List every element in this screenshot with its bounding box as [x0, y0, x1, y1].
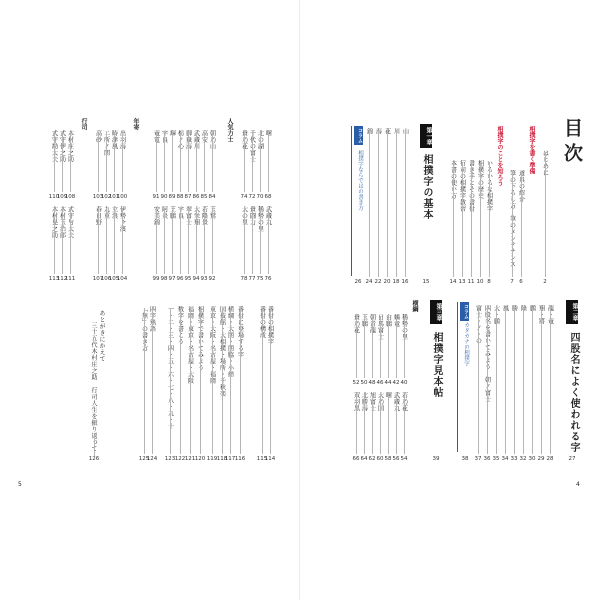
- leader-line: [106, 132, 107, 192]
- page-number: 90: [160, 194, 168, 200]
- leader-line: [244, 208, 245, 274]
- leader-line: [453, 162, 454, 277]
- leader-line: [106, 208, 107, 274]
- section-heading: 人気力士: [226, 118, 233, 142]
- toc-entry: 朝乃山: [208, 130, 216, 150]
- column-rule: [457, 302, 458, 452]
- toc-entry: 武蔵川: [192, 130, 200, 150]
- toc-entry: 番付の相撲字: [266, 306, 274, 345]
- toc-entry: 大・鵬: [492, 305, 500, 325]
- leader-line: [200, 308, 201, 454]
- section-heading-know: 相撲字のことを知ろう: [496, 126, 503, 186]
- leader-line: [190, 308, 191, 454]
- section-heading-prep: 相撲字を書く準備: [528, 126, 535, 174]
- toc-entry: 富士・ノ・の: [474, 305, 482, 344]
- page-number: 95: [184, 276, 192, 282]
- toc-entry: 筆の下ろし方 筆のメンテナンス: [508, 170, 516, 268]
- leader-line: [471, 162, 472, 277]
- leader-line: [404, 316, 405, 378]
- toc-entry: 鳳: [501, 305, 509, 312]
- leader-line: [262, 308, 263, 454]
- toc-entry: 宇良: [160, 130, 168, 143]
- leader-line: [122, 208, 123, 274]
- leader-line: [512, 172, 513, 277]
- toc-entry: 竜電: [152, 130, 160, 143]
- leader-line: [396, 130, 397, 277]
- toc-entry: 相撲字の歴史: [476, 160, 484, 199]
- leader-line: [480, 162, 481, 277]
- leader-line: [478, 307, 479, 454]
- page-number: 37: [474, 456, 482, 462]
- leader-line: [396, 394, 397, 454]
- toc-entry: 「無」の書き方: [140, 306, 148, 352]
- toc-entry: 勝: [510, 305, 518, 312]
- leader-line: [378, 130, 379, 277]
- toc-entry: 横綱・大関・関脇・小結: [226, 306, 234, 378]
- toc-entry: 高砂: [94, 130, 102, 143]
- toc-entry: 双羽黒: [352, 392, 360, 412]
- page-number: 78: [240, 276, 248, 282]
- leader-line: [260, 208, 261, 274]
- toc-entry: 鵬: [528, 305, 536, 312]
- page-number: 123: [164, 456, 176, 462]
- toc-entry: 錦: [365, 128, 373, 135]
- page-number: 36: [483, 456, 491, 462]
- leader-line: [156, 208, 157, 274]
- leader-line: [244, 132, 245, 192]
- leader-line: [98, 132, 99, 192]
- toc-entry: いろいろな相撲字: [485, 160, 493, 212]
- leader-line: [388, 316, 389, 378]
- leader-line: [405, 130, 406, 277]
- page-number: 88: [176, 194, 184, 200]
- afterword-label: あとがきにかえて: [98, 310, 105, 362]
- toc-entry: 書き手とその書付: [467, 160, 475, 212]
- toc-entry: 輝: [168, 130, 176, 137]
- page-number: 111: [64, 276, 76, 282]
- page-number: 22: [374, 279, 382, 285]
- toc-entry: 若隆景: [200, 206, 208, 226]
- leader-line: [114, 208, 115, 274]
- toc-entry: 木村晃之助: [50, 206, 58, 239]
- toc-entry: 一・二・三・四・五・六・七・八・九・十: [166, 306, 174, 430]
- page-number: 42: [392, 380, 400, 386]
- page-number: 98: [160, 276, 168, 282]
- page-number: 120: [194, 456, 206, 462]
- page-number: 16: [401, 279, 409, 285]
- leader-line: [268, 208, 269, 274]
- page-number: 35: [492, 456, 500, 462]
- page-number: 102: [100, 194, 112, 200]
- toc-entry: 鶴竜: [392, 314, 400, 327]
- toc-entry: 貴乃花: [240, 130, 248, 150]
- toc-entry: 道具の紹介: [517, 170, 525, 203]
- toc-entry: 白鵬: [384, 314, 392, 327]
- toc-entry: 龍・竜: [546, 305, 554, 325]
- leader-line: [252, 132, 253, 192]
- toc-entry: 花: [383, 128, 391, 135]
- leader-line: [532, 307, 533, 454]
- leader-line: [268, 132, 269, 192]
- page-number: 18: [392, 279, 400, 285]
- page-number: 117: [224, 456, 236, 462]
- leader-line: [356, 316, 357, 378]
- leader-line: [252, 208, 253, 274]
- column-text: 相撲字ならではの書き方: [357, 150, 363, 211]
- page-number: 8: [487, 279, 491, 285]
- page-number: 62: [368, 456, 376, 462]
- leader-line: [364, 394, 365, 454]
- leader-line: [372, 316, 373, 378]
- page-number: 89: [168, 194, 176, 200]
- page-number: 44: [384, 380, 392, 386]
- toc-entry: 春日野: [94, 206, 102, 226]
- toc-entry: 式守与太夫: [66, 206, 74, 239]
- toc-entry: 高安: [200, 130, 208, 143]
- page-number: 33: [510, 456, 518, 462]
- toc-entry: 御嶽海: [184, 130, 192, 150]
- toc-entry: 東京・大阪・名古屋・福岡: [208, 306, 216, 384]
- toc-entry: 武蔵丸: [264, 206, 272, 226]
- page-number: 29: [537, 456, 545, 462]
- toc-entry: 貴闘力: [248, 206, 256, 226]
- leader-line: [505, 307, 506, 454]
- page-number: 107: [92, 276, 104, 282]
- toc-entry: 朝青龍: [368, 314, 376, 334]
- leader-line: [204, 132, 205, 192]
- leader-line: [54, 208, 55, 274]
- toc-entry: 曙: [264, 130, 272, 137]
- section-heading: 年寄: [132, 118, 139, 130]
- toc-entry: 九重: [102, 206, 110, 219]
- page-number: 58: [384, 456, 392, 462]
- page-number: 50: [360, 380, 368, 386]
- page-number: 96: [176, 276, 184, 282]
- leader-line: [541, 307, 542, 454]
- page-number: 114: [264, 456, 276, 462]
- page-number: 116: [234, 456, 246, 462]
- page-number: 74: [240, 194, 248, 200]
- leader-line: [550, 307, 551, 454]
- leader-line: [180, 132, 181, 192]
- leader-line: [196, 132, 197, 192]
- page-number: 30: [528, 456, 536, 462]
- page-number: 48: [368, 380, 376, 386]
- page-number: 104: [116, 276, 128, 282]
- page-number: 27: [568, 456, 576, 462]
- toc-entry: 若乃花: [400, 392, 408, 412]
- page-number: 105: [108, 276, 120, 282]
- page-number: 60: [376, 456, 384, 462]
- leader-line: [94, 436, 95, 456]
- leader-line: [188, 208, 189, 274]
- toc-entry: 北の湖: [256, 130, 264, 150]
- toc-entry: 番付に登場する字: [236, 306, 244, 358]
- toc-entry: 式守伊之助: [58, 130, 66, 163]
- leader-line: [222, 308, 223, 454]
- page-number: 99: [152, 276, 160, 282]
- page-number: 115: [256, 456, 268, 462]
- toc-entry: 番付の構成: [258, 306, 266, 339]
- page-number: 14: [449, 279, 457, 285]
- leader-line: [521, 172, 522, 277]
- toc-entry: 稀勢の里: [256, 206, 264, 232]
- leader-line: [356, 394, 357, 454]
- leader-line: [196, 208, 197, 274]
- chapter-2-title: 四股名によく使われる字: [568, 332, 579, 453]
- toc-entry: 国技館・大相撲・場所・千秋楽: [218, 306, 226, 397]
- page-number: 24: [365, 279, 373, 285]
- page-number: 101: [108, 194, 120, 200]
- toc-entry: 福岡・東京・名古屋・大阪: [186, 306, 194, 384]
- column-tag: コラム: [354, 126, 363, 145]
- leader-line: [496, 307, 497, 454]
- page-number: 109: [56, 194, 68, 200]
- toc-entry: 四股名を書いてみよう 朝ノ富士: [483, 305, 491, 403]
- page-number: 13: [458, 279, 466, 285]
- toc-entry: 隆: [519, 305, 527, 312]
- page-number: 6: [519, 279, 523, 285]
- toc-entry: 行司の相撲字教習: [458, 160, 466, 212]
- toc-entry: 式守勘太夫: [50, 130, 58, 163]
- page-number: 39: [432, 456, 440, 462]
- leader-line: [404, 394, 405, 454]
- leader-line: [489, 162, 490, 277]
- page-number: 106: [100, 276, 112, 282]
- page-number: 40: [400, 380, 408, 386]
- toc-entry: 翔・將: [537, 305, 545, 325]
- page-number: 20: [383, 279, 391, 285]
- leader-line: [545, 152, 546, 277]
- toc-entry: 立浪: [110, 206, 118, 219]
- toc-entry: 貴乃花: [352, 314, 360, 334]
- toc-entry: 曙: [384, 392, 392, 399]
- folio-right: 4: [576, 481, 580, 488]
- section-heading-yokozuna: 横綱: [411, 300, 418, 312]
- toc-entry: 旭富士: [368, 392, 376, 412]
- toc-entry: 千代の富士: [248, 130, 256, 163]
- chapter-1-badge: 第一章: [420, 124, 432, 148]
- page-number: 54: [400, 456, 408, 462]
- leader-line: [122, 132, 123, 192]
- toc-entry-hajimeni: はじめに: [541, 150, 549, 176]
- toc-entry: 阿炎: [160, 206, 168, 219]
- leader-line: [212, 132, 213, 192]
- chapter-3-badge: 第三章: [430, 300, 442, 324]
- leader-line: [388, 394, 389, 454]
- leader-line: [70, 208, 71, 274]
- page-number: 122: [174, 456, 186, 462]
- leader-line: [98, 208, 99, 274]
- page-number: 113: [48, 276, 60, 282]
- toc-entry: 出羽海: [118, 130, 126, 150]
- page-number: 34: [501, 456, 509, 462]
- toc-entry: 海: [374, 128, 382, 135]
- page-number: 112: [56, 276, 68, 282]
- toc-entry: 日馬富士: [376, 314, 384, 340]
- page-number: 100: [116, 194, 128, 200]
- page-number: 125: [138, 456, 150, 462]
- page-number: 52: [352, 380, 360, 386]
- chapter-3-title: 相撲字見本帖: [431, 332, 442, 398]
- page-number: 119: [206, 456, 218, 462]
- column-tag: コラム: [460, 302, 469, 321]
- leader-line: [152, 308, 153, 454]
- page-number: 38: [461, 456, 469, 462]
- column-rule: [351, 126, 352, 276]
- page-number: 26: [354, 279, 362, 285]
- page-number: 85: [200, 194, 208, 200]
- leader-line: [523, 307, 524, 454]
- page-number: 68: [264, 194, 272, 200]
- page-number: 32: [519, 456, 527, 462]
- toc-entry: 木村庄之助: [66, 130, 74, 163]
- leader-line: [387, 130, 388, 277]
- afterword-subtitle: 三十五代木村庄之助 行司人生を振り返って: [90, 322, 97, 452]
- toc-entry: 川: [392, 128, 400, 135]
- page-number: 72: [248, 194, 256, 200]
- leader-line: [114, 132, 115, 192]
- page-number: 2: [543, 279, 547, 285]
- leader-line: [62, 132, 63, 192]
- leader-line: [240, 308, 241, 454]
- toc-entry: 大栄翔: [192, 206, 200, 226]
- leader-line: [164, 132, 165, 192]
- toc-title: 目次: [561, 118, 583, 168]
- leader-line: [172, 208, 173, 274]
- leader-line: [396, 316, 397, 378]
- toc-entry: 数字を書こう: [176, 306, 184, 345]
- page-number: 121: [184, 456, 196, 462]
- page-number: 64: [360, 456, 368, 462]
- right-page: [300, 0, 600, 600]
- page-number: 28: [546, 456, 554, 462]
- chapter-2-badge: 第二章: [566, 300, 578, 324]
- page-number: 46: [376, 380, 384, 386]
- page-number: 94: [192, 276, 200, 282]
- page-number: 93: [200, 276, 208, 282]
- leader-line: [364, 316, 365, 378]
- page-number: 75: [256, 276, 264, 282]
- toc-entry: 山: [401, 128, 409, 135]
- leader-line: [164, 208, 165, 274]
- page-number: 92: [208, 276, 216, 282]
- page-number: 108: [64, 194, 76, 200]
- toc-entry: 稀勢の里: [400, 314, 408, 340]
- folio-left: 5: [18, 481, 22, 488]
- leader-line: [188, 132, 189, 192]
- page-number: 56: [392, 456, 400, 462]
- chapter-1-title: 相撲字の基本: [421, 154, 432, 220]
- toc-entry: 本書の使い方: [449, 160, 457, 199]
- toc-entry: 王鵬: [168, 206, 176, 219]
- leader-line: [156, 132, 157, 192]
- leader-line: [144, 308, 145, 454]
- toc-entry: 玉鵬: [360, 314, 368, 327]
- page-number: 91: [152, 194, 160, 200]
- toc-entry: 木村玉治郎: [58, 206, 66, 239]
- page-number: 66: [352, 456, 360, 462]
- page-number: 7: [510, 279, 514, 285]
- leader-line: [62, 208, 63, 274]
- leader-line: [514, 307, 515, 454]
- toc-entry: 二所ノ関: [102, 130, 110, 156]
- toc-entry: 宇良: [176, 206, 184, 219]
- page-number: 126: [88, 456, 100, 462]
- page-number: 97: [168, 276, 176, 282]
- toc-entry: 大の里: [240, 206, 248, 226]
- leader-line: [180, 308, 181, 454]
- leader-line: [230, 308, 231, 454]
- page-number: 70: [256, 194, 264, 200]
- toc-entry: 玉鷲: [208, 206, 216, 219]
- section-heading: 行司: [80, 118, 87, 130]
- leader-line: [380, 394, 381, 454]
- toc-entry: 時津風: [110, 130, 118, 150]
- page-number: 118: [216, 456, 228, 462]
- leader-line: [212, 308, 213, 454]
- toc-entry: 武蔵丸: [392, 392, 400, 412]
- toc-entry: 大乃国: [376, 392, 384, 412]
- toc-entry: 栃ノ心: [176, 130, 184, 150]
- leader-line: [270, 308, 271, 454]
- page-number: 86: [192, 194, 200, 200]
- page-number: 10: [476, 279, 484, 285]
- page-number: 15: [422, 279, 430, 285]
- leader-line: [369, 130, 370, 277]
- page-number: 110: [48, 194, 60, 200]
- page-number: 84: [208, 194, 216, 200]
- leader-line: [54, 132, 55, 192]
- page-number: 124: [146, 456, 158, 462]
- page-number: 103: [92, 194, 104, 200]
- column-text: カタカナの相撲字: [463, 322, 469, 366]
- toc-entry: 相撲字で書いてみよう: [196, 306, 204, 371]
- page-number: 11: [467, 279, 475, 285]
- toc-entry: 安美錦: [152, 206, 160, 226]
- page-number: 87: [184, 194, 192, 200]
- toc-entry: 四字熟語: [148, 306, 156, 332]
- leader-line: [462, 162, 463, 277]
- leader-line: [172, 132, 173, 192]
- toc-entry: 翠富士: [184, 206, 192, 226]
- toc-entry: 伊勢ヶ濱: [118, 206, 126, 232]
- toc-entry: 北勝海: [360, 392, 368, 412]
- leader-line: [487, 307, 488, 454]
- leader-line: [372, 394, 373, 454]
- leader-line: [212, 208, 213, 274]
- leader-line: [180, 208, 181, 274]
- leader-line: [204, 208, 205, 274]
- page-number: 77: [248, 276, 256, 282]
- page-number: 76: [264, 276, 272, 282]
- leader-line: [170, 308, 171, 454]
- leader-line: [70, 132, 71, 192]
- leader-line: [260, 132, 261, 192]
- leader-line: [380, 316, 381, 378]
